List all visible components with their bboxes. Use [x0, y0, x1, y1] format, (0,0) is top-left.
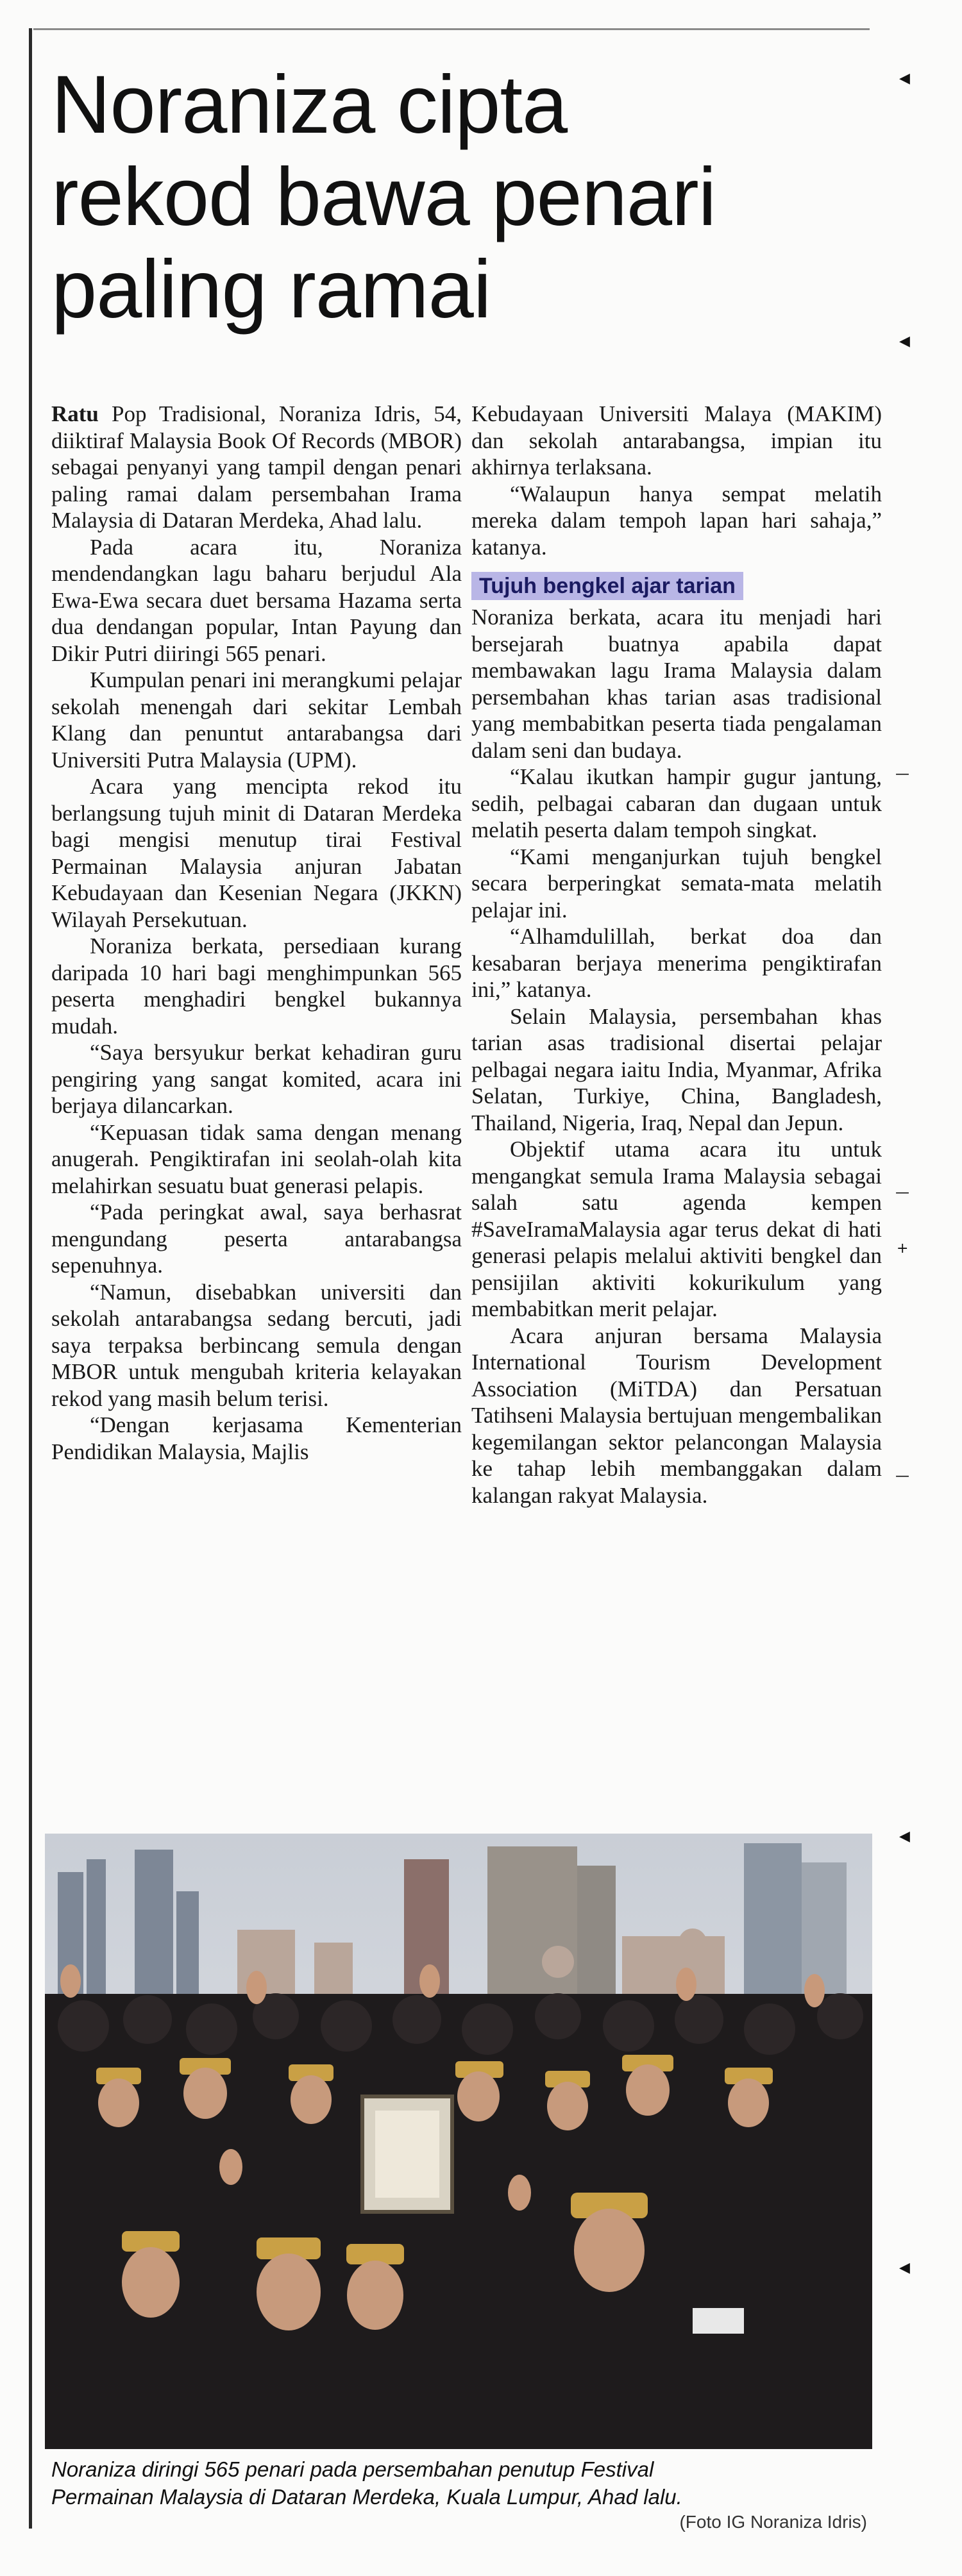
scan-mark-icon: ◀	[899, 333, 910, 349]
paragraph: “Saya bersyukur berkat kehadiran guru pengiring yang sangat komited, acara ini berjaya dilancarkan.	[51, 1040, 462, 1118]
paragraph: “Dengan kerjasama Kementerian Pendidikan Malaysia, Majlis	[51, 1412, 462, 1464]
photo-caption	[51, 2455, 879, 2511]
right-column	[471, 401, 882, 1824]
scan-mark-icon: ◀	[899, 2260, 910, 2276]
paragraph: Acara yang mencipta rekod itu berlangsung tujuh minit di Dataran Merdeka bagi mengisi menutup tirai Festival Permainan Malaysia anjuran Jabatan Kebudayaan dan Kesenian Negara (JKKN) Wilayah Persekutuan.	[51, 774, 462, 932]
caption-line: Permainan Malaysia di Dataran Merdeka, Kuala Lumpur, Ahad lalu.	[51, 2485, 682, 2509]
scan-mark-icon: —	[895, 766, 909, 782]
top-rule	[33, 28, 870, 30]
headline	[51, 59, 859, 336]
paragraph: Selain Malaysia, persembahan khas tarian asas tradisional disertai pelajar pelbagai negara iaitu India, Myanmar, Afrika Selatan, Turkiye, China, Bangladesh, Thailand, Nigeria, Iraq, Nepal dan Jepun.	[471, 1003, 882, 1135]
paragraph: “Kepuasan tidak sama dengan menang anugerah. Pengiktirafan ini seolah-olah kita melahirkan sesuatu buat generasi pelapis.	[51, 1119, 462, 1198]
paragraph: “Namun, disebabkan universiti dan sekolah antarabangsa sedang bercuti, jadi saya terpaksa berbincang semula dengan MBOR untuk mengubah kriteria kelayakan rekod yang masih belum terisi.	[51, 1279, 462, 1411]
paragraph: Pada acara itu, Noraniza mendendangkan lagu baharu berjudul Ala Ewa-Ewa secara duet bersama Hazama serta dua dendangan popular, Intan Payung dan Dikir Putri diiringi 565 penari.	[51, 534, 462, 666]
scan-mark-icon: ◀	[899, 71, 910, 87]
photo-credit: (Foto IG Noraniza Idris)	[679, 2512, 867, 2532]
left-rule	[29, 28, 32, 2529]
paragraph: “Walaupun hanya sempat melatih mereka dalam tempoh lapan hari sahaja,” katanya.	[471, 481, 882, 560]
headline-line: Noraniza cipta	[51, 59, 568, 151]
paragraph: “Pada peringkat awal, saya berhasrat mengundang peserta antarabangsa sepenuhnya.	[51, 1200, 462, 1278]
headline-line: rekod bawa penari	[51, 151, 716, 243]
paragraph: Noraniza berkata, persediaan kurang daripada 10 hari bagi menghimpunkan 565 peserta menghadiri bengkel bukannya mudah.	[51, 933, 462, 1039]
paragraph: Kumpulan penari ini merangkumi pelajar sekolah menengah dari sekitar Lembah Klang dan penuntut antarabangsa dari Universiti Putra Malaysia (UPM).	[51, 667, 462, 773]
event-photo	[45, 1834, 872, 2449]
lead-word: Ratu	[51, 401, 99, 426]
scan-mark-icon: ◀	[899, 1828, 910, 1844]
paragraph-text: Pop Tradisional, Noraniza Idris, 54, diiktiraf Malaysia Book Of Records (MBOR) sebagai penyanyi yang tampil dengan penari paling ramai dalam persembahan Irama Malaysia di Dataran Merdeka, Ahad lalu.	[51, 401, 462, 533]
paragraph: “Kami menganjurkan tujuh bengkel secara berperingkat semata-mata melatih pelajar ini.	[471, 844, 882, 923]
paragraph: “Kalau ikutkan hampir gugur jantung, sedih, pelbagai cabaran dan dugaan untuk melatih peserta dalam tempoh singkat.	[471, 764, 882, 842]
paragraph: Noraniza berkata, acara itu menjadi hari bersejarah buatnya apabila dapat membawakan lagu Irama Malaysia dalam persembahan khas tarian asas tradisional yang membabitkan peserta tiada pengalaman dalam seni dan budaya.	[471, 605, 882, 763]
section-subhead: Tujuh bengkel ajar tarian	[471, 572, 743, 600]
headline-line: paling ramai	[51, 244, 491, 335]
scan-mark-icon: —	[895, 1185, 909, 1201]
paragraph	[51, 401, 462, 534]
paragraph: “Alhamdulillah, berkat doa dan kesabaran berjaya menerima pengiktirafan ini,” katanya.	[471, 924, 882, 1002]
caption-line: Noraniza diringi 565 penari pada persembahan penutup Festival	[51, 2457, 654, 2481]
scan-mark-icon: —	[895, 1468, 909, 1484]
paragraph: Kebudayaan Universiti Malaya (MAKIM) dan sekolah antarabangsa, impian itu akhirnya terlaksana.	[471, 401, 882, 480]
paragraph: Acara anjuran bersama Malaysia International Tourism Development Association (MiTDA) dan Persatuan Tatihseni Malaysia bertujuan mengembalikan kegemilangan sektor pelancongan Malaysia ke tahap lebih membanggakan dalam kalangan rakyat Malaysia.	[471, 1323, 882, 1508]
scan-mark-icon: +	[897, 1241, 909, 1257]
paragraph: Objektif utama acara itu untuk mengangkat semula Irama Malaysia sebagai salah satu agenda kempen #SaveIramaMalaysia agar terus dekat di hati generasi pelapis melalui aktiviti bengkel dan pensijilan aktiviti kokurikulum yang membabitkan merit pelajar.	[471, 1137, 882, 1321]
left-column	[51, 401, 462, 1821]
